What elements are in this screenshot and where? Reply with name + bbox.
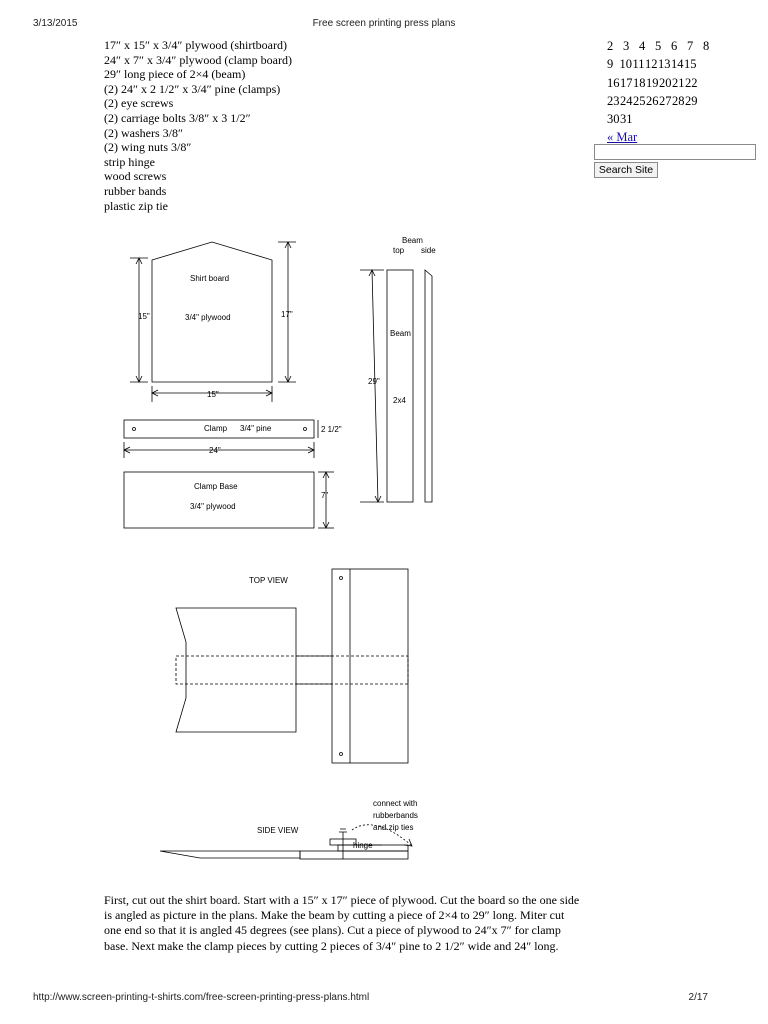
clamp-length-label: 24": [209, 446, 221, 455]
top-view-label: TOP VIEW: [249, 576, 288, 585]
materials-item: plastic zip tie: [104, 198, 168, 213]
materials-item: (2) washers 3/8″: [104, 125, 183, 140]
shirt-board-label: Shirt board: [190, 274, 230, 283]
calendar-day: 25: [633, 93, 646, 108]
beam-side-label: side: [421, 246, 436, 255]
shirt-board-width-label: 15": [207, 390, 219, 399]
materials-item: 24″ x 7″ x 3/4″ plywood (clamp board): [104, 52, 292, 67]
beam-drawing: [360, 270, 432, 502]
materials-item: (2) wing nuts 3/8″: [104, 140, 192, 155]
calendar-day: 9: [607, 57, 614, 72]
shirt-board-drawing: [130, 242, 296, 402]
calendar-day: 17: [620, 75, 633, 90]
calendar-day: 22: [685, 75, 698, 90]
shirt-board-height-label: 15": [138, 312, 150, 321]
materials-item: rubber bands: [104, 183, 167, 198]
print-footer-url: http://www.screen-printing-t-shirts.com/free-screen-printing-press-plans.html: [33, 992, 370, 1003]
clamp-label: Clamp: [204, 424, 228, 433]
print-page-number: 2/17: [688, 992, 708, 1003]
connect-note-line-1: connect with: [373, 799, 418, 808]
clamp-base-drawing: [124, 472, 334, 528]
search-button[interactable]: Search Site: [594, 162, 658, 178]
hinge-label: hinge: [353, 841, 373, 850]
print-date: 3/13/2015: [33, 18, 78, 29]
clamp-base-width-label: 7": [321, 491, 329, 500]
clamp-width-label: 2 1/2": [321, 425, 342, 434]
calendar-day: 27: [659, 93, 672, 108]
calendar-day: 3: [623, 39, 630, 53]
calendar-day: 4: [639, 39, 646, 53]
clamp-base-label: Clamp Base: [194, 482, 238, 491]
print-page-title: Free screen printing press plans: [312, 18, 456, 29]
beam-name-label: Beam: [390, 329, 411, 338]
calendar-day: 24: [620, 93, 633, 108]
calendar-day: 26: [646, 93, 659, 108]
beam-length-label: 29": [368, 377, 380, 386]
clamp-base-material-label: 3/4" plywood: [190, 502, 236, 511]
materials-item: (2) carriage bolts 3/8″ x 3 1/2″: [104, 110, 251, 125]
calendar-prev-month-link[interactable]: « Mar: [607, 130, 638, 145]
materials-item: 29″ long piece of 2×4 (beam): [104, 67, 246, 82]
top-view-drawing: [176, 569, 408, 763]
calendar-day: 20: [659, 75, 672, 90]
calendar-day: 28: [672, 93, 685, 108]
calendar-day: 12: [645, 57, 658, 72]
calendar-day: 21: [672, 75, 685, 90]
calendar-day: 18: [633, 75, 646, 90]
calendar-day: 11: [632, 57, 645, 72]
beam-top-label: top: [393, 246, 405, 255]
clamp-material-label: 3/4" pine: [240, 424, 272, 433]
calendar-day: 2: [607, 39, 614, 53]
calendar-day: 13: [658, 57, 671, 72]
calendar-day: 6: [671, 39, 678, 53]
calendar-day: 16: [607, 75, 620, 90]
calendar-day: 8: [703, 39, 710, 53]
connect-note-line-3: and zip ties: [373, 823, 414, 832]
calendar-day: 31: [620, 112, 633, 127]
calendar-day: 15: [684, 57, 697, 72]
shirt-board-total-height-label: 17": [281, 310, 293, 319]
calendar-day: 14: [671, 57, 684, 72]
calendar-day: 29: [685, 93, 698, 108]
calendar-day: 7: [687, 39, 694, 53]
calendar-day: 30: [607, 112, 620, 127]
materials-item: strip hinge: [104, 154, 155, 169]
instructions-paragraph: First, cut out the shirt board. Start with a 15″ x 17″ piece of plywood. Cut the board so the one side is angled as picture in the plans. Make the beam by cutting a piece of 2×4 to 29″ long. Miter cut one end so that it is angled 45 degrees (see plans). Cut a piece of plywood to 24″x 7″ for clamp base. Next make the clamp pieces by cutting 2 pieces of 3/4″ pine to 2 1/2″ wide and 24″ long.: [104, 893, 580, 953]
calendar-day: 19: [646, 75, 659, 90]
materials-item: (2) eye screws: [104, 96, 174, 111]
calendar-day: 10: [619, 57, 632, 72]
connect-note-line-2: rubberbands: [373, 811, 418, 820]
materials-item: wood screws: [104, 169, 167, 184]
beam-size-label: 2x4: [393, 396, 406, 405]
beam-heading-label: Beam: [402, 236, 423, 245]
shirt-board-material-label: 3/4" plywood: [185, 313, 231, 322]
materials-item: 17″ x 15″ x 3/4″ plywood (shirtboard): [104, 38, 287, 52]
materials-item: (2) 24″ x 2 1/2″ x 3/4″ pine (clamps): [104, 81, 281, 96]
calendar-day: 5: [655, 39, 662, 53]
side-view-label: SIDE VIEW: [257, 826, 299, 835]
calendar-day: 23: [607, 93, 620, 108]
